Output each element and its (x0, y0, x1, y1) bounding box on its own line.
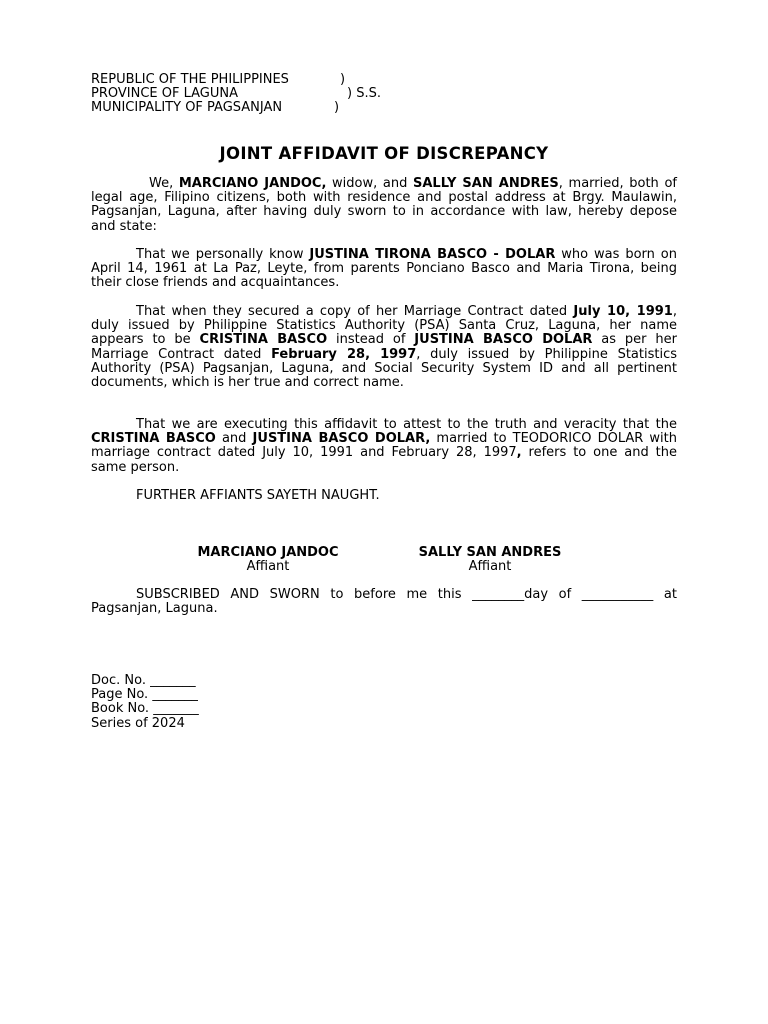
venue-line-municipality: MUNICIPALITY OF PAGSANJAN ) (91, 100, 340, 116)
signatory-role: Affiant (468, 559, 512, 575)
affiant-name: MARCIANO JANDOC, (178, 176, 327, 191)
signatory-name: MARCIANO JANDOC (197, 545, 339, 560)
venue-paren: ) (340, 72, 346, 87)
affiant-name: SALLY SAN ANDRES (413, 176, 559, 191)
series: Series of 2024 (91, 715, 185, 731)
doc-no: Doc. No. _______ (91, 673, 196, 688)
venue-block (91, 72, 381, 116)
paragraph-discrepancy: That when they secured a copy of her Marriage Contract dated July 10, 1991, duly issued by Philippine Statistics Authority (PSA) Santa Cruz, Laguna, her name appears to be CRISTINA BASCO instead of JUSTINA BASCO DOLAR as per her Marriage Contract dated February 28, 1997, duly issued by Philippine Statistics Authority (PSA) Pagsanjan, Laguna, and Social Security System ID and all pertinent documents, which is her true and correct name. (91, 304, 678, 391)
venue-line-republic: REPUBLIC OF THE PHILIPPINES ) (91, 72, 346, 87)
paragraph-closing: FURTHER AFFIANTS SAYETH NAUGHT. (136, 488, 380, 503)
jurat-text: SUBSCRIBED AND SWORN to before me this ________day of ___________ at Pagsanjan, Laguna. (91, 587, 677, 617)
notarial-register (91, 674, 199, 731)
paragraph-attestation: That we are executing this affidavit to attest to the truth and veracity that the CRISTINA BASCO and JUSTINA BASCO DOLAR, married to TEODORICO DOLAR with marriage contract dated July 10, 1991 and February 28, 1997, refers to one and the same person. (91, 417, 677, 475)
book-no: Book No. _______ (91, 701, 199, 717)
venue-line-province: PROVINCE OF LAGUNA ) S.S. (91, 86, 381, 102)
paragraph-acquaintance: That we personally know JUSTINA TIRONA BASCO - DOLAR who was born on April 14, 1961 at La Paz, Leyte, from parents Ponciano Basco and Maria Tirona, being their close friends and acquaintances. (91, 247, 678, 291)
subject-name: JUSTINA TIRONA BASCO - DOLAR (309, 247, 556, 262)
page-title: JOINT AFFIDAVIT OF DISCREPANCY (219, 144, 549, 163)
venue-ss: ) S.S. (347, 86, 381, 102)
signatory-name: SALLY SAN ANDRES (418, 545, 562, 560)
paragraph-parties: We, MARCIANO JANDOC, widow, and SALLY SAN ANDRES, married, both of legal age, Filipino citizens, both with residence and postal address at Brgy. Maulawin, Pagsanjan, Laguna, after having duly sworn to in accordance with law, hereby depose and state: (91, 176, 677, 234)
page-no: Page No. _______ (91, 687, 198, 703)
signatory-role: Affiant (246, 559, 290, 575)
signature-block-1 (168, 546, 368, 574)
venue-paren: ) (334, 100, 340, 116)
signature-block-2 (390, 546, 590, 574)
